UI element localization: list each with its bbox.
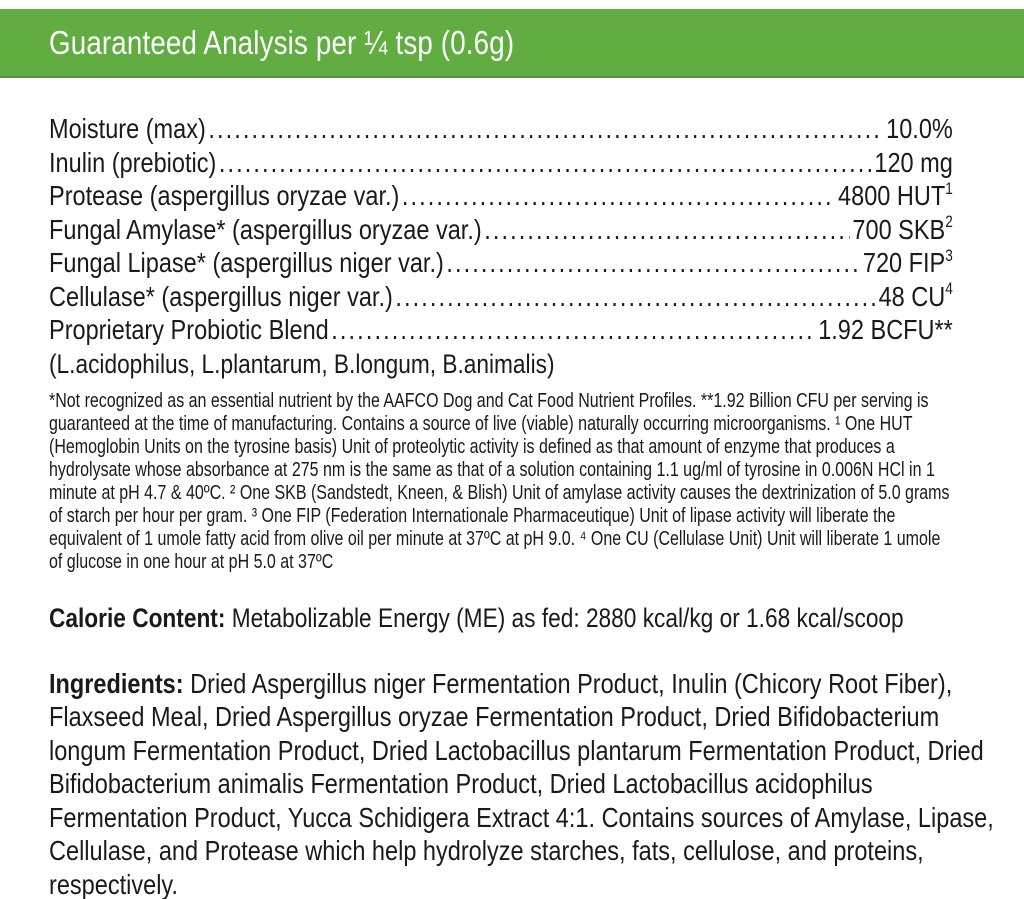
row-value-text: 1.92 BCFU**: [818, 314, 953, 345]
row-value-sup: 1: [945, 179, 953, 198]
table-row-inulin: [49, 146, 953, 180]
table-row-fungal-lipase: [49, 246, 953, 280]
row-value-text: 10.0%: [886, 113, 953, 144]
dot-leader: [484, 213, 850, 247]
table-row-protease: [49, 179, 953, 213]
row-value-sup: 3: [945, 246, 953, 265]
row-value-text: 700 SKB: [852, 213, 946, 245]
guaranteed-analysis-header: [0, 9, 1024, 78]
row-value-sup: 4: [945, 280, 953, 299]
calorie-content-value: Metabolizable Energy (ME) as fed: 2880 kcal/kg or 1.68 kcal/scoop: [231, 602, 904, 633]
probiotic-strains-list: (L.acidophilus, L.plantarum, B.longum, B.animalis): [49, 348, 555, 379]
label-panel: [0, 112, 1024, 899]
row-label: Proprietary Probiotic Blend: [49, 314, 329, 345]
row-value-text: 4800 HUT: [838, 180, 946, 211]
row-value-text: 720 FIP: [862, 247, 946, 278]
table-row-probiotic-blend: [49, 313, 953, 347]
row-label: Cellulase* (aspergillus niger var.): [49, 280, 393, 312]
row-label: Fungal Amylase* (aspergillus oryzae var.): [49, 213, 482, 245]
page-title: Guaranteed Analysis per ¼ tsp (0.6g): [49, 23, 515, 61]
row-value-text: 48 CU: [878, 280, 946, 312]
dot-leader: [395, 280, 876, 314]
dot-leader: [208, 112, 883, 146]
guaranteed-analysis-table: [49, 112, 953, 381]
row-value: [850, 213, 953, 247]
dot-leader: [446, 246, 860, 280]
calorie-content-line: [49, 602, 953, 635]
row-label: Moisture (max): [49, 113, 206, 144]
dot-leader: [331, 313, 815, 347]
dot-leader: [219, 146, 872, 180]
table-row-moisture: [49, 112, 953, 146]
ingredients-text: Dried Aspergillus niger Fermentation Product, Inulin (Chicory Root Fiber), Flaxseed Meal, Dried Aspergillus oryzae Fermentation Product, Dried Bifidobacterium longum Fermentation Product, Dried Lactobacillus plantarum Fermentation Product, Dried Bifidobacterium animalis Fermentation Product, Dried Lactobacillus acidophilus Fermentation Product, Yucca Schidigera Extract 4:1. Contains sources of Amylase, Lipase, Cellulase, and Protease which help hydrolyze starches, fats, cellulose, and proteins, respectively.: [49, 667, 994, 899]
row-value: [816, 313, 953, 347]
row-value: [876, 280, 953, 314]
table-row-cellulase: [49, 280, 953, 314]
row-label: Fungal Lipase* (aspergillus niger var.): [49, 247, 444, 278]
row-label: Protease (aspergillus oryzae var.): [49, 180, 400, 211]
row-value-text: 120 mg: [874, 146, 953, 178]
row-value-sup: 2: [945, 213, 953, 232]
ingredients-paragraph: [49, 667, 1011, 899]
row-label: Inulin (prebiotic): [49, 146, 217, 178]
ingredients-label: Ingredients:: [49, 667, 184, 699]
dot-leader: [402, 179, 836, 213]
footnote-text: *Not recognized as an essential nutrient by the AAFCO Dog and Cat Food Nutrient Profiles. **1.92 Billion CFU per serving is guaranteed at the time of manufacturing. Contains a source of live (viable) naturally occurring microorganisms. ¹ One HUT (Hemoglobin Units on the tyrosine basis) Unit of proteolytic activity is defined as that amount of enzyme that produces a hydrolysate whose absorbance at 275 nm is the same as that of a solution containing 1.1 ug/ml of tyrosine in 0.006N HCl in 1 minute at pH 4.7 & 40ºC. ² One SKB (Sandstedt, Kneen, & Blish) Unit of amylase activity causes the dextrinization of 5.0 grams of starch per hour per gram. ³ One FIP (Federation Internationale Pharmaceutique) Unit of lipase activity will liberate the equivalent of 1 umole fatty acid from olive oil per minute at 37ºC at pH 9.0. ⁴ One CU (Cellulase Unit) Unit will liberate 1 umole of glucose in one hour at pH 5.0 at 37ºC: [49, 389, 950, 573]
table-row-fungal-amylase: [49, 213, 953, 247]
row-value: [872, 146, 953, 180]
row-value: [884, 112, 953, 146]
row-value: [860, 246, 952, 280]
calorie-content-label: Calorie Content:: [49, 602, 226, 633]
row-value: [836, 179, 953, 213]
